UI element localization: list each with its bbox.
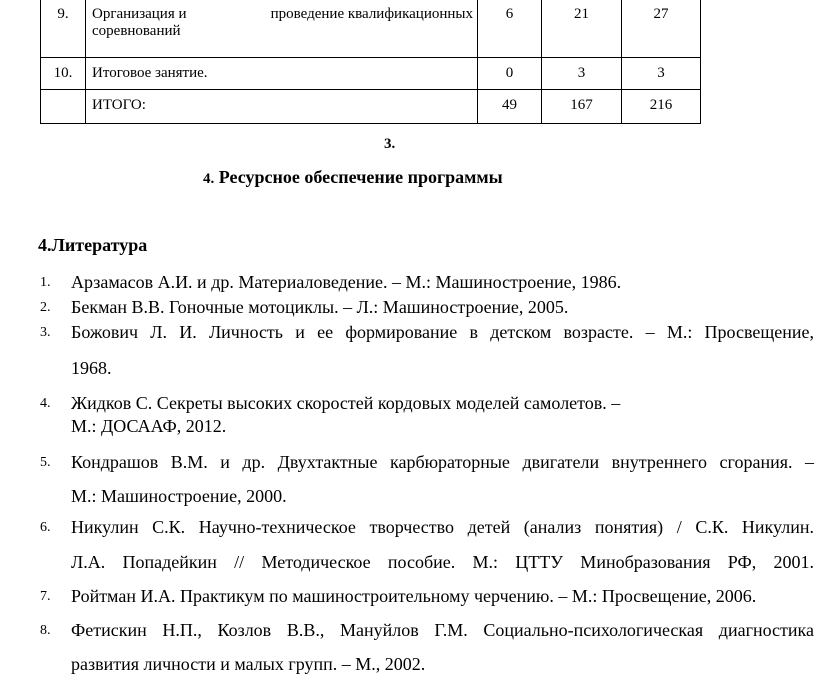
item-text: Жидков С. Секреты высоких скоростей кордовых моделей самолетов. – xyxy=(71,393,621,413)
cell-value: 49 xyxy=(478,90,542,124)
row-name: Итоговое занятие. xyxy=(86,58,478,90)
item-text: развития личности и малых групп. – М., 2002. xyxy=(71,654,426,674)
cell-value: 3 xyxy=(542,58,622,90)
item-text: Фетискин Н.П., Козлов В.В., Мануйлов Г.М. Социально-психологическая диагностика xyxy=(71,620,814,640)
cell-value: 27 xyxy=(622,0,701,58)
cell-value: 216 xyxy=(622,90,701,124)
row-name: ИТОГО: xyxy=(86,90,478,124)
table-row-total xyxy=(41,90,701,124)
table-row xyxy=(41,58,701,90)
item-number: 7. xyxy=(40,589,51,604)
item-text: Бекман В.В. Гоночные мотоциклы. – Л.: Машиностроение, 2005. xyxy=(71,297,569,317)
row-name-part: Организация и xyxy=(92,6,187,22)
section-4-number: 4. xyxy=(203,171,215,187)
item-text: М.: ДОСААФ, 2012. xyxy=(71,416,227,436)
row-name-part: проведение квалификационных xyxy=(270,6,473,22)
item-text: Л.А. Попадейкин // Методическое пособие. М.: ЦТТУ Минобразования РФ, 2001. xyxy=(71,552,814,572)
item-number: 6. xyxy=(40,520,51,535)
item-number: 2. xyxy=(40,300,51,315)
cell-value: 6 xyxy=(478,0,542,58)
section-4-heading xyxy=(203,167,503,188)
row-number: 10. xyxy=(41,58,86,90)
row-number xyxy=(41,90,86,124)
item-text: Ройтман И.А. Практикум по машиностроительному черчению. – М.: Просвещение, 2006. xyxy=(71,586,757,606)
row-number: 9. xyxy=(41,0,86,58)
item-text: Арзамасов А.И. и др. Материаловедение. – М.: Машиностроение, 1986. xyxy=(71,272,622,292)
item-number: 8. xyxy=(40,623,51,638)
item-number: 3. xyxy=(40,325,51,340)
program-table xyxy=(40,0,701,124)
item-text: Кондрашов В.М. и др. Двухтактные карбюраторные двигатели внутреннего сгорания. – xyxy=(71,452,814,472)
table-row xyxy=(41,0,701,58)
section-3-heading: 3. xyxy=(384,136,396,152)
item-number: 4. xyxy=(40,396,51,411)
item-number: 1. xyxy=(40,275,51,290)
row-name-part: соревнований xyxy=(92,23,181,39)
cell-value: 3 xyxy=(622,58,701,90)
item-text: Никулин С.К. Научно-техническое творчество детей (анализ понятия) / С.К. Никулин. xyxy=(71,517,814,537)
item-text: 1968. xyxy=(71,358,112,378)
row-name xyxy=(86,0,478,58)
item-text: Божович Л. И. Личность и ее формирование в детском возрасте. – М.: Просвещение, xyxy=(71,322,814,342)
cell-value: 167 xyxy=(542,90,622,124)
item-number: 5. xyxy=(40,455,51,470)
section-4-title: Ресурсное обеспечение программы xyxy=(218,167,503,187)
item-text: М.: Машиностроение, 2000. xyxy=(71,486,287,506)
cell-value: 21 xyxy=(542,0,622,58)
cell-value: 0 xyxy=(478,58,542,90)
literature-heading: 4.Литература xyxy=(38,235,148,255)
